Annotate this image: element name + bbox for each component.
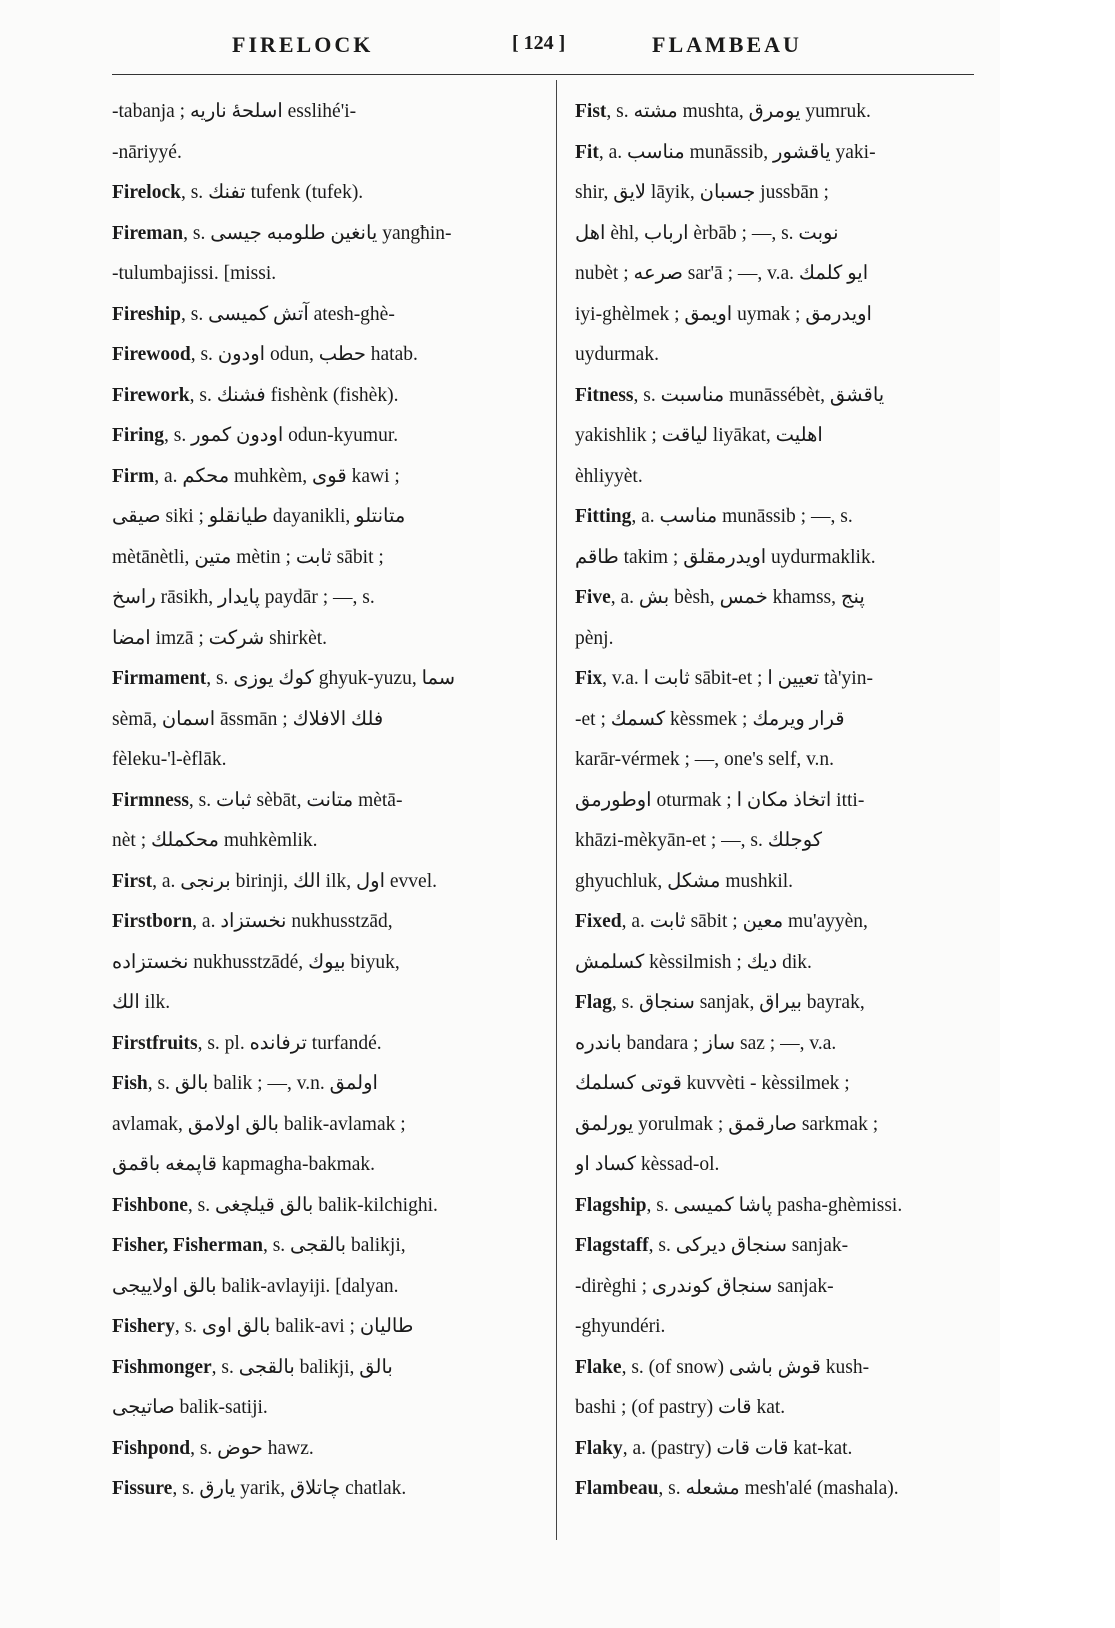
- entry-line: -tulumbajissi. [missi.: [112, 263, 277, 284]
- header-rule: [112, 74, 974, 75]
- headword: Five: [575, 587, 611, 608]
- entry-line: Fishmonger, s. بالقجی balikji, بالق: [112, 1356, 393, 1378]
- entry-line: Flaky, a. (pastry) قات قات kat-kat.: [575, 1437, 853, 1459]
- headword: Flagstaff: [575, 1235, 649, 1256]
- entry-line: Fishery, s. بالق اوی balik-avi ; طالیان: [112, 1316, 414, 1337]
- headword: Firmness: [112, 789, 189, 811]
- headword: Firstfruits: [112, 1032, 198, 1054]
- page-number: [ 124 ]: [512, 32, 566, 54]
- entry-line: Fishpond, s. حوض hawz.: [112, 1437, 314, 1459]
- entry-line: First, a. برنجی birinji, الك ilk, اول evvel.: [112, 870, 438, 892]
- entry-line: -et ; کسمك kèssmek ; قرار ویرمك: [575, 708, 845, 730]
- entry-line: Firmness, s. ثبات sèbāt, متانت mètā-: [112, 789, 403, 811]
- headword: Flag: [575, 992, 612, 1013]
- entry-line: Fist, s. مشته mushta, یومرق yumruk.: [575, 101, 871, 122]
- headword: Fishbone: [112, 1194, 188, 1216]
- headword: Flaky: [575, 1437, 623, 1459]
- entry-line: Firstborn, a. نخستزاد nukhusstzād,: [112, 911, 393, 932]
- headword: Fissure: [112, 1478, 173, 1499]
- entry-line: Fireman, s. یانغین طلومبه جیسی yangħin-: [112, 222, 452, 244]
- entry-line: Flagstaff, s. سنجاق دیرکی sanjak-: [575, 1235, 849, 1256]
- entry-line: Flambeau, s. مشعله mesh'alé (mashala).: [575, 1478, 899, 1499]
- entry-line: کسلمش kèssilmish ; دیك dik.: [575, 951, 812, 973]
- headword: Firework: [112, 384, 190, 406]
- headword: Fish: [112, 1073, 148, 1094]
- right-column: [575, 92, 975, 1510]
- entry-line: ghyuchluk, مشکل mushkil.: [575, 870, 794, 892]
- headword: Fishery: [112, 1316, 175, 1337]
- entry-line: Flag, s. سنجاق sanjak, بیراق bayrak,: [575, 992, 865, 1013]
- entry-line: کساد او kèssad-ol.: [575, 1154, 720, 1175]
- headword: Fitting: [575, 506, 632, 527]
- entry-line: yakishlik ; لیاقت liyākat, اهلیت: [575, 425, 823, 446]
- entry-line: mètānètli, متین mètin ; ثابت sābit ;: [112, 546, 384, 568]
- entry-line: -dirèghi ; سنجاق کوندری sanjak-: [575, 1275, 834, 1297]
- entry-line: Fissure, s. یارق yarik, چاتلاق chatlak.: [112, 1478, 407, 1499]
- entry-line: Fitness, s. مناسبت munāssébèt, یاقشق: [575, 384, 885, 406]
- header-left-guideword: FIRELOCK: [232, 32, 374, 57]
- entry-line: راسخ rāsikh, پایدار paydār ; —, s.: [112, 587, 375, 608]
- headword: Firstborn: [112, 911, 193, 932]
- entry-line: Firework, s. فشنك fishènk (fishèk).: [112, 384, 399, 406]
- entry-line: قوتی کسلمك kuvvèti - kèssilmek ;: [575, 1073, 850, 1094]
- entry-line: اهل èhl, ارباب èrbāb ; —, s. نوبت: [575, 222, 839, 244]
- headword: Fishmonger: [112, 1356, 212, 1378]
- entry-line: Fixed, a. ثابت sābit ; معین mu'ayyèn,: [575, 911, 868, 932]
- column-divider: [556, 80, 557, 1540]
- entry-line: bashi ; (of pastry) قات kat.: [575, 1397, 786, 1418]
- headword: Fitness: [575, 384, 634, 406]
- entry-line: shir, لایق lāyik, جسبان jussbān ;: [575, 182, 829, 203]
- entry-line: uydurmak.: [575, 344, 659, 365]
- headword: Flambeau: [575, 1478, 659, 1499]
- entry-line: -nāriyyé.: [112, 141, 182, 163]
- entry-line: èhliyyèt.: [575, 465, 643, 487]
- entry-line: nubèt ; صرعه sar'ā ; —, v.a. ایو کلمك: [575, 263, 869, 284]
- headword: Flagship: [575, 1194, 647, 1216]
- entry-line: یورلمق yorulmak ; صارقمق sarkmak ;: [575, 1113, 879, 1135]
- entry-line: صیقی siki ; طیانقلو dayanikli, متانتلو: [112, 506, 406, 527]
- entry-line: Firing, s. اودون کمور odun-kyumur.: [112, 425, 399, 446]
- page-header: [112, 28, 974, 64]
- entry-line: iyi-ghèlmek ; اویمق uymak ; اویدرمق: [575, 303, 872, 325]
- entry-line: Firstfruits, s. pl. ترفانده turfandé.: [112, 1032, 382, 1054]
- headword: Fixed: [575, 911, 622, 932]
- headword: Fist: [575, 101, 607, 122]
- headword: Flake: [575, 1356, 622, 1378]
- entry-line: nèt ; محکملك muhkèmlik.: [112, 830, 318, 851]
- entry-line: sèmā, اسمان āssmān ; فلك الافلاك: [112, 708, 384, 730]
- entry-line: Five, a. بش bèsh, خمس khamss, پنج: [575, 587, 865, 608]
- entry-line: fèleku-'l-èflāk.: [112, 749, 227, 770]
- entry-line: Firmament, s. کوك یوزی ghyuk-yuzu, سما: [112, 668, 456, 689]
- header-right-guideword: FLAMBEAU: [652, 32, 802, 57]
- entry-line: Fix, v.a. ثابت ا sābit-et ; تعیین ا tà'yin-: [575, 668, 873, 689]
- entry-line: طاقم takim ; اویدرمقلق uydurmaklik.: [575, 546, 876, 568]
- headword: Firing: [112, 425, 164, 446]
- entry-line: Firelock, s. تفنك tufenk (tufek).: [112, 182, 364, 203]
- headword: Fit: [575, 141, 599, 163]
- entry-line: صاتیجی balik-satiji.: [112, 1397, 268, 1418]
- entry-line: Fit, a. مناسب munāssib, یاقشور yaki-: [575, 141, 876, 163]
- entry-line: الك ilk.: [112, 992, 171, 1013]
- entry-line: -tabanja ; اسلحهٔ ناریه esslihé'i-: [112, 101, 357, 122]
- entry-line: امضا imzā ; شرکت shirkèt.: [112, 627, 328, 649]
- headword: Firmament: [112, 668, 207, 689]
- headword: Fishpond: [112, 1437, 191, 1459]
- entry-line: Fish, s. بالق balik ; —, v.n. اولمق: [112, 1073, 378, 1094]
- headword: First: [112, 870, 153, 892]
- headword: Firelock: [112, 182, 181, 203]
- headword: Firm: [112, 465, 155, 487]
- entry-line: قاپمغه باقمق kapmagha-bakmak.: [112, 1154, 376, 1175]
- entry-line: اوطورمق oturmak ; اتخاذ مکان ا itti-: [575, 789, 865, 811]
- entry-line: Fitting, a. مناسب munāssib ; —, s.: [575, 506, 853, 527]
- entry-line: Flagship, s. پاشا کمیسی pasha-ghèmissi.: [575, 1194, 903, 1216]
- entry-line: نخستزاده nukhusstzādé, بیوك biyuk,: [112, 951, 400, 973]
- entry-line: Fisher, Fisherman, s. بالقجی balikji,: [112, 1235, 406, 1256]
- left-column: [112, 92, 542, 1510]
- headword: Fisher, Fisherman: [112, 1235, 263, 1256]
- entry-line: avlamak, بالق اولامق balik-avlamak ;: [112, 1113, 406, 1135]
- entry-line: Flake, s. (of snow) قوش باشی kush-: [575, 1356, 870, 1378]
- entry-line: pènj.: [575, 627, 614, 649]
- entry-line: Fishbone, s. بالق قیلچغی balik-kilchighi.: [112, 1194, 438, 1216]
- entry-line: Firewood, s. اودون odun, حطب hatab.: [112, 344, 418, 365]
- headword: Firewood: [112, 344, 191, 365]
- entry-line: Firm, a. محکم muhkèm, قوی kawi ;: [112, 465, 400, 487]
- entry-line: بالق اولاییجی balik-avlayiji. [dalyan.: [112, 1275, 399, 1297]
- entry-line: Fireship, s. آتش کمیسی atesh-ghè-: [112, 303, 395, 325]
- headword: Fireman: [112, 222, 184, 244]
- entry-line: karār-vérmek ; —, one's self, v.n.: [575, 749, 835, 770]
- entry-line: khāzi-mèkyān-et ; —, s. کوجلك: [575, 830, 823, 851]
- headword: Fix: [575, 668, 603, 689]
- entry-line: باندره bandara ; ساز saz ; —, v.a.: [575, 1032, 837, 1054]
- headword: Fireship: [112, 303, 181, 325]
- entry-line: -ghyundéri.: [575, 1316, 666, 1337]
